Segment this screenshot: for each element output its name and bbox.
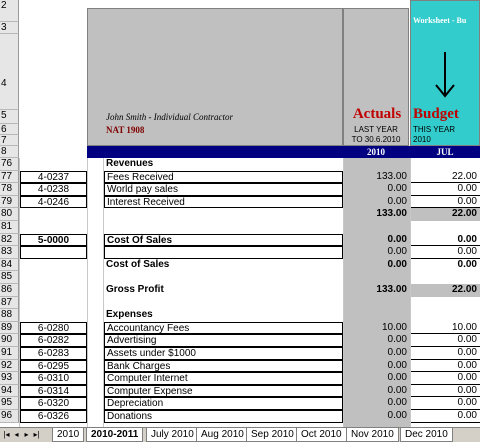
budget-value-cell[interactable]: 0.00: [411, 234, 480, 247]
actuals-subtitle-2: TO 30.6.2010: [351, 135, 401, 144]
contractor-name: John Smith - Individual Contractor: [106, 112, 233, 122]
budget-value-cell[interactable]: 0.00: [411, 196, 480, 209]
row-header[interactable]: 89: [0, 322, 19, 335]
prev-sheet-icon[interactable]: ◂: [14, 430, 19, 439]
row-header[interactable]: 80: [0, 208, 19, 221]
row-header[interactable]: 87: [0, 297, 19, 310]
sheet-tab[interactable]: 2010: [52, 428, 84, 442]
row-header[interactable]: 2: [0, 0, 19, 22]
account-code-cell[interactable]: 6-0310: [20, 372, 87, 385]
budget-value-cell[interactable]: [411, 271, 480, 284]
row-header[interactable]: 91: [0, 347, 19, 360]
account-code-cell[interactable]: 4-0238: [20, 183, 87, 196]
actuals-title: Actuals: [352, 106, 402, 122]
row-header[interactable]: 93: [0, 372, 19, 385]
account-code-cell[interactable]: [20, 271, 87, 284]
row-header[interactable]: 3: [0, 22, 19, 34]
row-header[interactable]: 96: [0, 410, 19, 423]
budget-value-cell[interactable]: 22.00: [411, 208, 480, 221]
account-code-cell[interactable]: [20, 208, 87, 221]
budget-subtitle-1: THIS YEAR: [413, 125, 456, 134]
account-label-cell[interactable]: Cost of Sales: [106, 258, 170, 270]
budget-value-cell[interactable]: 0.00: [411, 183, 480, 196]
account-code-cell[interactable]: 6-0280: [20, 322, 87, 335]
budget-value-cell[interactable]: 0.00: [411, 246, 480, 259]
account-label-cell[interactable]: Interest Received: [104, 196, 343, 209]
budget-value-cell[interactable]: [411, 158, 480, 171]
worksheet-title: Worksheet - Bu: [413, 16, 467, 25]
account-code-cell[interactable]: [20, 246, 87, 259]
account-code-cell[interactable]: [20, 221, 87, 234]
actuals-subtitle-1: LAST YEAR: [354, 125, 398, 134]
row-header[interactable]: 83: [0, 246, 19, 259]
account-code-cell[interactable]: 6-0282: [20, 334, 87, 347]
account-code-cell[interactable]: 6-0314: [20, 385, 87, 398]
account-code-cell[interactable]: 4-0237: [20, 171, 87, 184]
actual-value-cell[interactable]: 133.00: [376, 170, 407, 182]
row-header[interactable]: 6: [0, 124, 19, 135]
row-header[interactable]: 79: [0, 196, 19, 209]
row-header[interactable]: 77: [0, 171, 19, 184]
row-header[interactable]: 94: [0, 385, 19, 398]
row-header[interactable]: 76: [0, 158, 19, 171]
account-label-cell[interactable]: Assets under $1000: [104, 347, 343, 360]
sheet-tab[interactable]: Aug 2010: [196, 428, 249, 442]
account-label-cell[interactable]: [104, 246, 343, 259]
account-code-cell[interactable]: 6-0283: [20, 347, 87, 360]
budget-title: Budget: [413, 106, 459, 122]
budget-value-cell[interactable]: 0.00: [411, 397, 480, 410]
account-code-cell[interactable]: 4-0246: [20, 196, 87, 209]
row-header[interactable]: 92: [0, 360, 19, 373]
row-header[interactable]: 4: [0, 34, 19, 110]
row-header[interactable]: 7: [0, 135, 19, 146]
account-label-cell[interactable]: Computer Expense: [104, 385, 343, 398]
actual-value-cell[interactable]: 0.00: [387, 410, 407, 421]
actual-value-cell[interactable]: 0.00: [387, 233, 407, 245]
actual-value-cell[interactable]: 133.00: [344, 284, 410, 297]
account-code-cell[interactable]: [20, 284, 87, 297]
row-header[interactable]: 95: [0, 397, 19, 410]
account-label-cell[interactable]: Computer Internet: [104, 372, 343, 385]
actual-value-cell[interactable]: 0.00: [387, 258, 407, 270]
actual-value-cell[interactable]: 0.00: [387, 372, 407, 384]
budget-value-cell[interactable]: 10.00: [411, 322, 480, 335]
sheet-tab[interactable]: Sep 2010: [246, 428, 299, 442]
actual-value-cell[interactable]: [344, 309, 410, 322]
actual-value-cell[interactable]: 0.00: [387, 359, 407, 371]
account-code-cell[interactable]: [20, 158, 87, 171]
account-label-cell[interactable]: [104, 221, 343, 234]
account-label-cell[interactable]: Revenues: [106, 158, 154, 169]
sheet-tab[interactable]: Oct 2010: [296, 428, 347, 442]
account-label-cell[interactable]: World pay sales: [104, 183, 343, 196]
actual-value-cell[interactable]: 0.00: [387, 183, 407, 195]
account-label-cell[interactable]: Donations: [104, 410, 343, 423]
row-header[interactable]: 81: [0, 221, 19, 234]
row-header[interactable]: 88: [0, 309, 19, 322]
sheet-tab[interactable]: Dec 2010: [400, 428, 453, 442]
account-label-cell[interactable]: Bank Charges: [104, 360, 343, 373]
actual-value-cell[interactable]: [344, 271, 410, 284]
budget-value-cell[interactable]: 22.00: [411, 171, 480, 184]
account-label-cell[interactable]: [104, 208, 343, 221]
row-header[interactable]: 82: [0, 234, 19, 247]
budget-value-cell[interactable]: 0.00: [411, 385, 480, 398]
actual-value-cell[interactable]: 10.00: [381, 321, 407, 333]
account-code-cell[interactable]: [20, 309, 87, 322]
actual-value-cell[interactable]: 0.00: [387, 347, 407, 358]
account-label-cell[interactable]: Cost Of Sales: [104, 234, 343, 247]
budget-value-cell[interactable]: 0.00: [411, 347, 480, 360]
actual-value-cell[interactable]: 133.00: [344, 208, 410, 221]
account-label-cell[interactable]: Accountancy Fees: [104, 322, 343, 335]
sheet-tab-bar: [0, 427, 480, 442]
account-code-cell[interactable]: 5-0000: [20, 234, 87, 247]
actuals-year: 2010: [367, 147, 385, 157]
nat-code: NAT 1908: [106, 125, 145, 135]
account-code-cell[interactable]: 6-0326: [20, 410, 87, 423]
row-header[interactable]: 5: [0, 110, 19, 124]
account-code-cell[interactable]: [20, 259, 87, 272]
sheet-tab[interactable]: Nov 2010: [346, 428, 399, 442]
account-label-cell[interactable]: Expenses: [106, 309, 153, 321]
row-header[interactable]: 8: [0, 146, 19, 158]
account-label-cell[interactable]: [104, 297, 343, 310]
row-header[interactable]: 86: [0, 284, 19, 297]
arrow-down-icon: [430, 50, 460, 100]
actual-value-cell[interactable]: [344, 297, 410, 310]
account-label-cell[interactable]: Gross Profit: [106, 284, 164, 295]
budget-value-cell[interactable]: 0.00: [411, 410, 480, 423]
last-sheet-icon[interactable]: ▸|: [33, 430, 40, 439]
actual-value-cell[interactable]: 0.00: [387, 334, 407, 346]
budget-value-cell[interactable]: 0.00: [411, 334, 480, 347]
row-header[interactable]: 85: [0, 271, 19, 284]
account-code-cell[interactable]: 6-0295: [20, 360, 87, 373]
account-code-cell[interactable]: 6-0320: [20, 397, 87, 410]
account-code-cell[interactable]: [20, 297, 87, 310]
actual-value-cell[interactable]: [344, 158, 410, 171]
row-header[interactable]: 78: [0, 183, 19, 196]
budget-value-cell[interactable]: 0.00: [457, 258, 477, 270]
actual-value-cell[interactable]: 0.00: [387, 397, 407, 409]
budget-value-cell[interactable]: [411, 309, 480, 322]
account-label-cell[interactable]: Advertising: [104, 334, 343, 347]
actual-value-cell[interactable]: 0.00: [387, 195, 407, 207]
row-header[interactable]: 90: [0, 334, 19, 347]
budget-month: JUL: [436, 147, 454, 157]
account-label-cell[interactable]: Depreciation: [104, 397, 343, 410]
sheet-tab[interactable]: 2010-2011: [86, 428, 143, 442]
first-sheet-icon[interactable]: |◂: [3, 430, 10, 439]
actual-value-cell[interactable]: [344, 221, 410, 234]
account-label-cell[interactable]: [104, 271, 343, 284]
budget-value-cell[interactable]: 22.00: [411, 284, 480, 297]
account-label-cell[interactable]: Fees Received: [104, 171, 343, 184]
actual-value-cell[interactable]: 0.00: [387, 246, 407, 258]
row-header[interactable]: 84: [0, 259, 19, 272]
budget-value-cell[interactable]: [411, 221, 480, 234]
next-sheet-icon[interactable]: ▸: [24, 430, 29, 439]
budget-value-cell[interactable]: [411, 297, 480, 310]
actual-value-cell[interactable]: 0.00: [387, 384, 407, 396]
budget-value-cell[interactable]: 0.00: [411, 372, 480, 385]
budget-value-cell[interactable]: 0.00: [411, 360, 480, 373]
budget-subtitle-2: 2010: [413, 135, 431, 144]
sheet-tab[interactable]: July 2010: [146, 428, 199, 442]
